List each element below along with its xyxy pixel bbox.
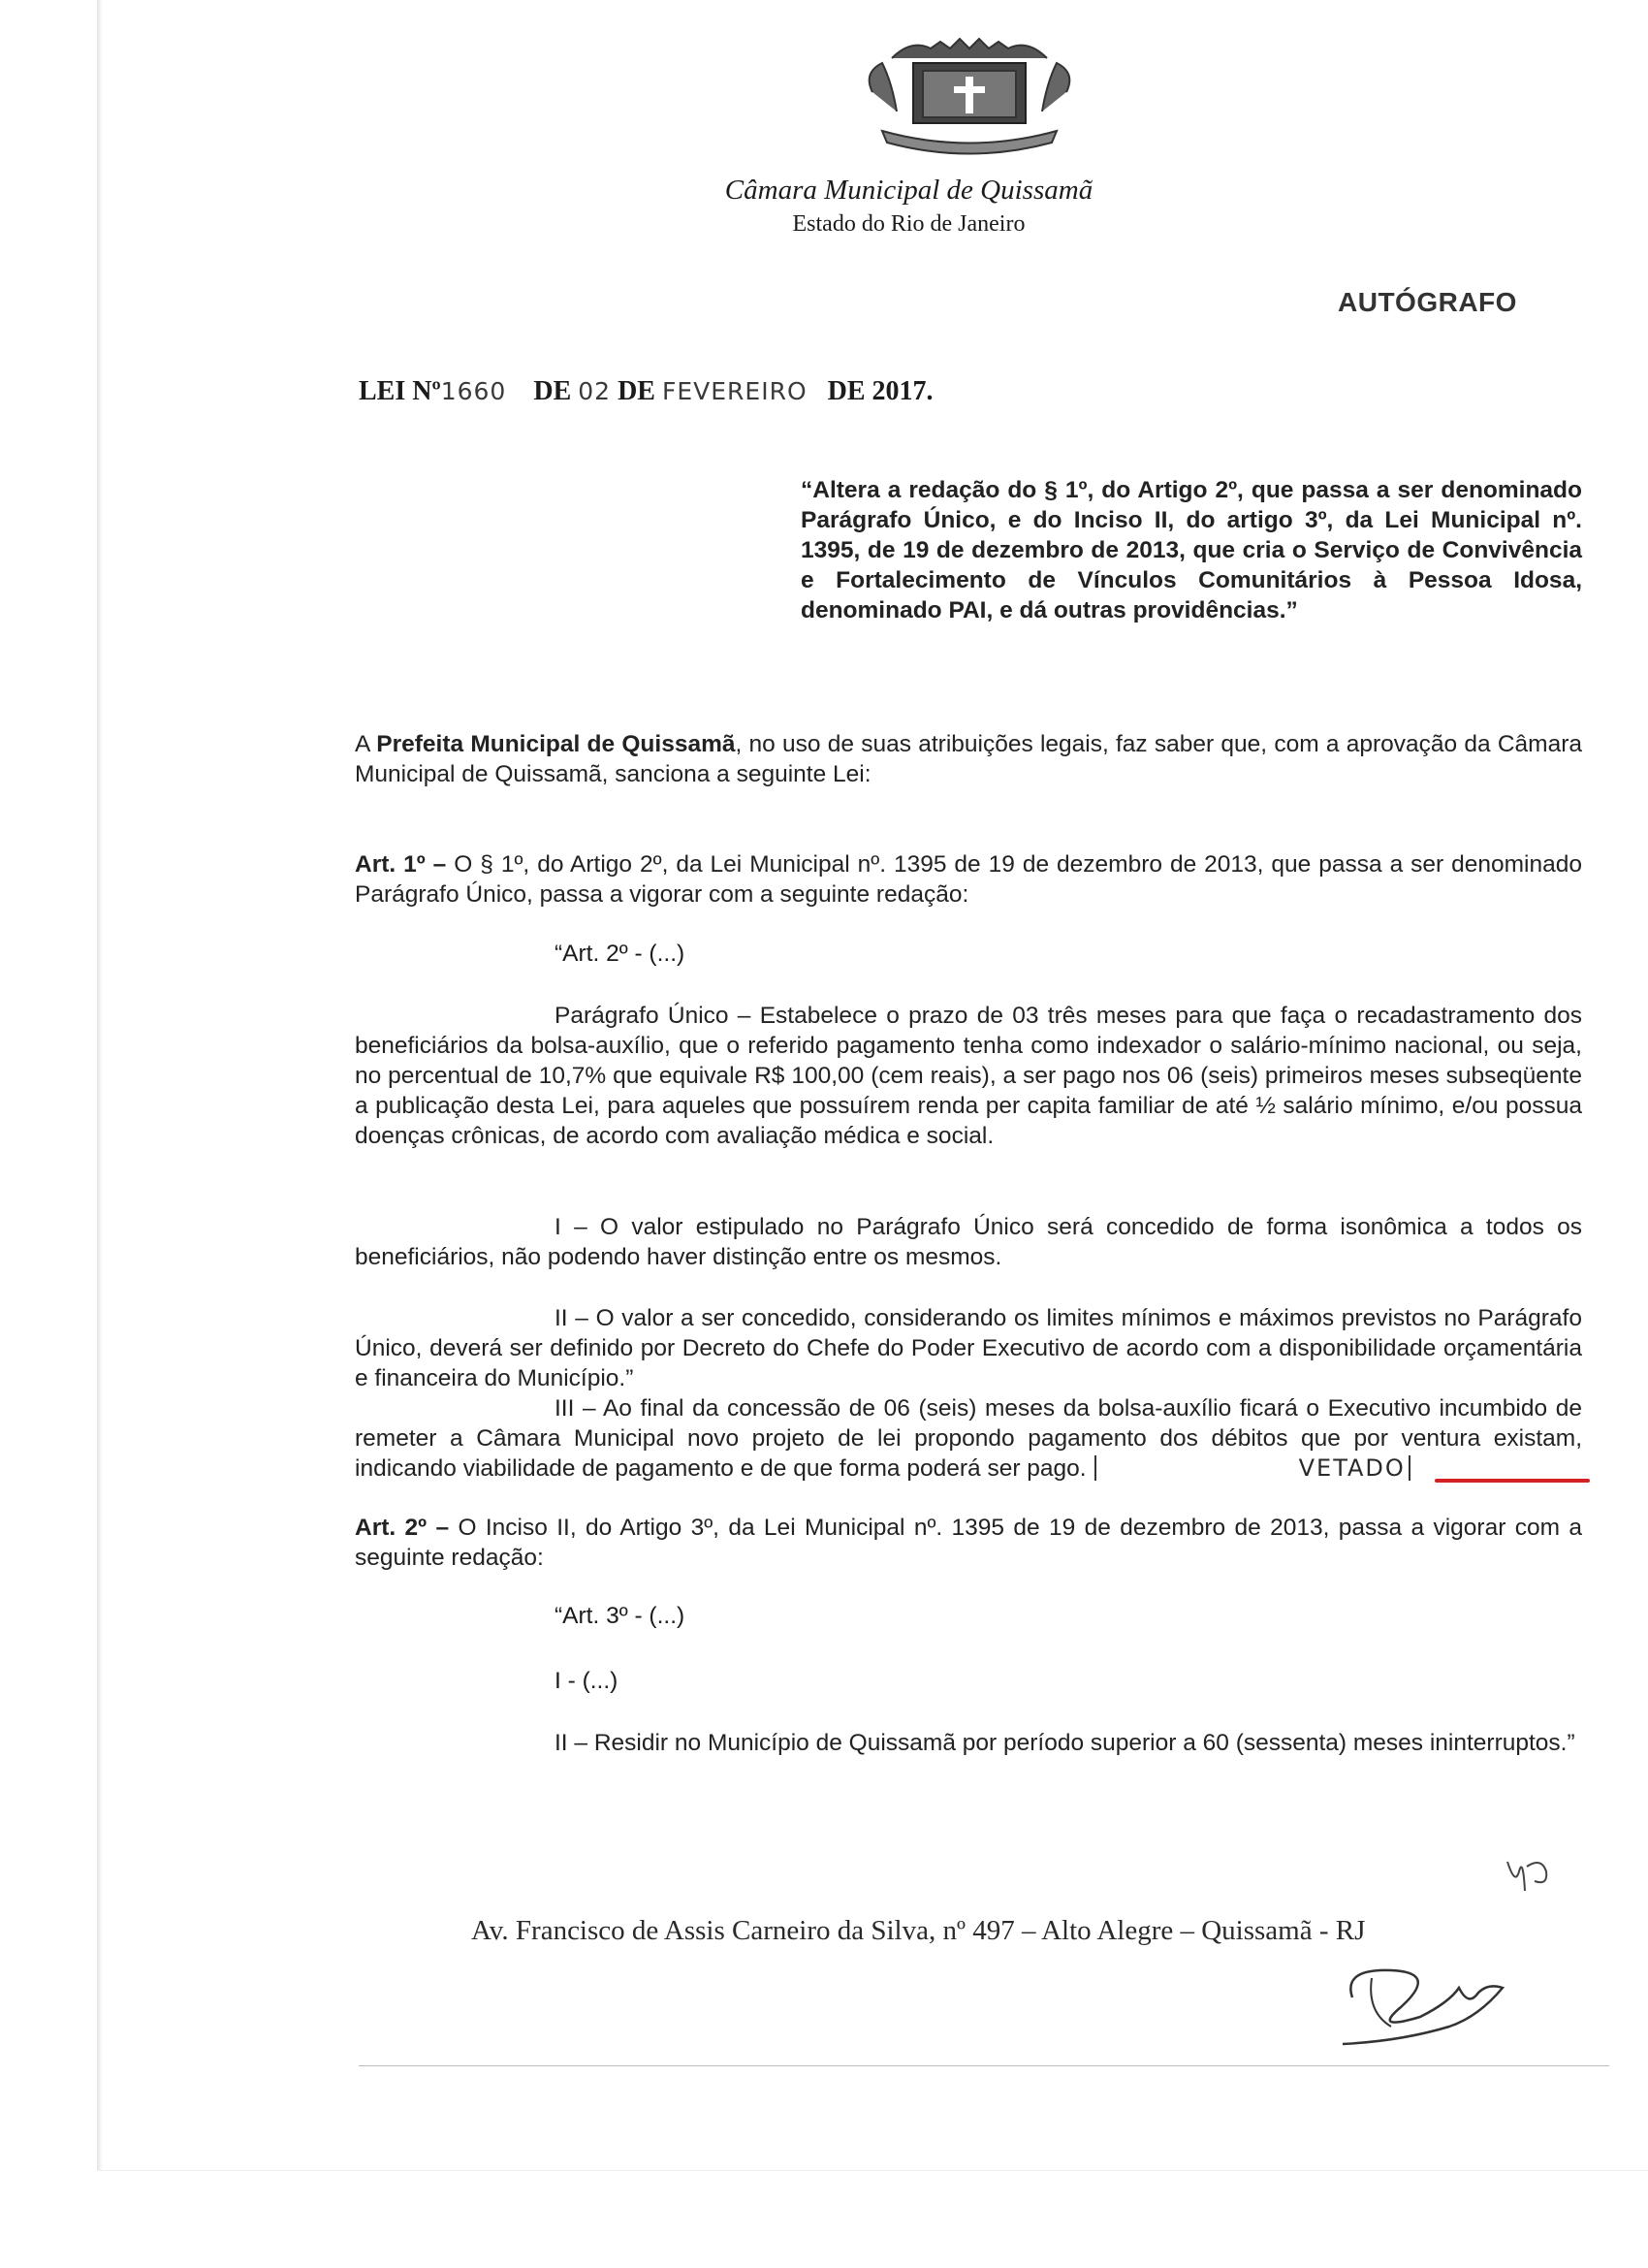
paragrafo-unico: Parágrafo Único – Estabelece o prazo de 03 três meses para que faça o recadastramento dos beneficiários da bolsa-auxílio, que o referido pagamento tenha como indexador o salário-mínimo nacional, ou seja, no percentual de 10,7% que equivale R$ 100,00 (cem reais), a ser pago nos 06 (seis) primeiros meses subseqüente a publicação desta Lei, para aqueles que possuírem renda per capita familiar de até ½ salário mínimo, e/ou possua doenças crônicas, de acordo com avaliação médica e social.: [355, 1003, 1582, 1149]
signature-icon: [1333, 1959, 1527, 2051]
inciso-ii: II – O valor a ser concedido, considerando os limites mínimos e máximos previstos no Parágrafo Único, deverá ser definido por Decreto do Chefe do Poder Executivo de acordo com a disponibilidade orçamentária e financeira do Município.”: [355, 1305, 1582, 1391]
law-de2: DE: [618, 376, 655, 406]
intro-paragraph: [355, 729, 1582, 789]
intro-authority: Prefeita Municipal de Quissamã: [376, 731, 736, 757]
chamber-name: Câmara Municipal de Quissamã: [724, 175, 1093, 206]
article-2-label: Art. 2º –: [355, 1515, 450, 1541]
inciso-iii-text: III – Ao final da concessão de 06 (seis) meses da bolsa-auxílio ficará o Executivo incumbido de remeter a Câmara Municipal novo projeto de lei propondo pagamento dos débitos que por ventura existam, indicando viabilidade de pagamento e de que forma poderá ser pago.: [355, 1395, 1582, 1482]
inciso-iii: [355, 1393, 1582, 1484]
footer-divider: [359, 2065, 1609, 2066]
intro-a: A: [355, 731, 369, 757]
law-number: 1660: [440, 377, 507, 405]
article-1-text: O § 1º, do Artigo 2º, da Lei Municipal nº. 1395 de 19 de dezembro de 2013, que passa a ser denominado Parágrafo Único, passa a vigorar com a seguinte redação:: [355, 851, 1583, 908]
law-day: 02: [578, 377, 612, 405]
law-year: DE 2017.: [827, 376, 934, 406]
scan-edge-shadow: [97, 0, 103, 2172]
vetado-mark: VETADO: [1094, 1455, 1410, 1481]
law-title: [359, 376, 934, 407]
law-de1: DE: [533, 376, 572, 406]
footer-address: Av. Francisco de Assis Carneiro da Silva, nº 497 – Alto Alegre – Quissamã - RJ: [471, 1915, 1366, 1946]
document-type: AUTÓGRAFO: [1338, 287, 1517, 317]
article-2: [355, 1513, 1582, 1573]
scan-bottom-margin: [97, 2170, 1648, 2268]
state-name: Estado do Rio de Janeiro: [792, 211, 1026, 237]
law-month: FEVEREIRO: [661, 377, 808, 405]
inciso-i: I – O valor estipulado no Parágrafo Único será concedido de forma isonômica a todos os beneficiários, não podendo haver distinção entre os mesmos.: [355, 1214, 1582, 1270]
article-2-text: O Inciso II, do Artigo 3º, da Lei Municipal nº. 1395 de 19 de dezembro de 2013, passa a vigorar com a seguinte redação:: [355, 1515, 1582, 1571]
ementa: “Altera a redação do § 1º, do Artigo 2º, que passa a ser denominado Parágrafo Único, e do Inciso II, do artigo 3º, da Lei Municipal nº. 1395, de 19 de dezembro de 2013, que cria o Serviço de Convivência e Fortalecimento de Vínculos Comunitários à Pessoa Idosa, denominado PAI, e dá outras providências.”: [801, 477, 1582, 623]
inciso-i-reference: I - (...): [555, 1668, 618, 1694]
rubric-initials-icon: [1498, 1852, 1566, 1910]
law-prefix: LEI Nº: [359, 376, 441, 406]
intro-rest: , no uso de suas atribuições legais, faz saber que, com a aprovação da Câmara Municipal de Quissamã, sanciona a seguinte Lei:: [355, 731, 1582, 787]
article-1-label: Art. 1º –: [355, 851, 447, 878]
veto-underline: [1435, 1479, 1590, 1483]
article-1: [355, 849, 1582, 910]
municipal-crest-icon: [853, 34, 1086, 160]
inciso-ii-new: II – Residir no Município de Quissamã por período superior a 60 (sessenta) meses ininterruptos.”: [555, 1730, 1575, 1756]
quote-art-3: “Art. 3º - (...): [555, 1603, 685, 1629]
quote-art-2: “Art. 2º - (...): [555, 941, 685, 967]
